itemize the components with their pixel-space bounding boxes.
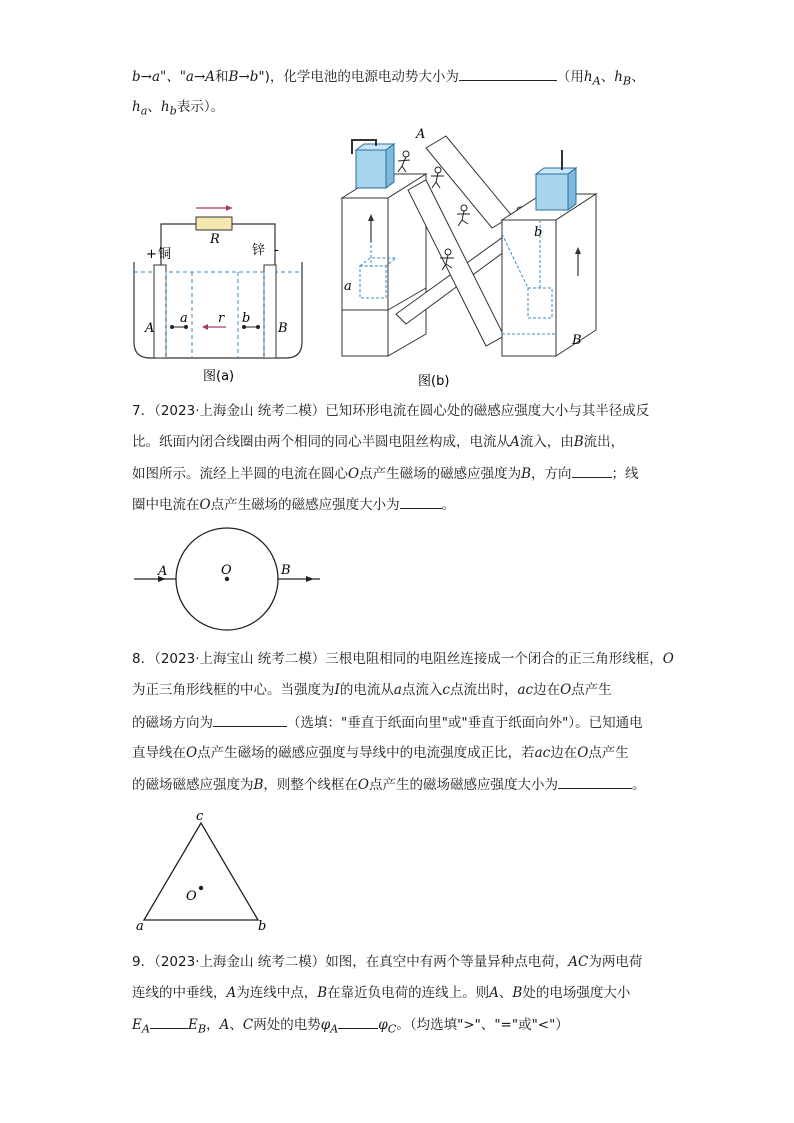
q8-triangle-figure <box>130 808 280 938</box>
caption-fig-b: 图(b) <box>418 374 450 389</box>
label-fig-b-B: B <box>572 333 582 348</box>
label-plus: + <box>146 247 157 262</box>
q6-text-line1: b→a"、"a→A和B→b")，化学电池的电源电动势大小为 （用$h_A$、$h_B$、 <box>132 66 645 92</box>
q6-text-line2: $h_a$、$h_b$表示）。 <box>132 99 225 118</box>
label-a: a <box>136 919 144 934</box>
label-O: O <box>221 563 232 578</box>
q7-text-line3: 如图所示。流经上半圆的电流在圆心O点产生磁场的磁感应强度为B，方向 ；线 <box>132 463 639 484</box>
q9-text-line1: 9．（2023·上海金山 统考二模）如图，在真空中有两个等量异种点电荷，AC为两电荷 <box>132 954 643 970</box>
figure-a-cell-diagram <box>128 200 308 390</box>
label-copper: 铜 <box>158 247 172 262</box>
label-B: B <box>281 563 291 578</box>
answer-blank[interactable] <box>558 774 632 789</box>
label-fig-b-A: A <box>416 127 426 142</box>
answer-blank[interactable] <box>572 463 612 478</box>
q8-text-line5: 的磁场磁感应强度为B，则整个线框在O点产生的磁场磁感应强度大小为 。 <box>132 774 646 795</box>
answer-blank[interactable] <box>213 712 287 727</box>
triangle-frame <box>144 823 258 920</box>
left-water-tank <box>356 150 386 188</box>
q7-circle-figure <box>130 524 330 636</box>
q8-text-line4: 直导线在O点产生磁场的磁感应强度与导线中的电流强度成正比，若ac边在O点产生 <box>132 745 629 761</box>
label-fig-b-a: a <box>344 279 352 294</box>
answer-blank[interactable] <box>400 494 442 509</box>
q7-text-line4: 圈中电流在O点产生磁场的磁感应强度大小为 。 <box>132 494 455 515</box>
label-minus: - <box>274 243 279 258</box>
q7-text-line1: 7．（2023·上海金山 统考二模）已知环形电流在圆心处的磁感应强度大小与其半径成反 <box>132 403 650 419</box>
label-O: O <box>186 889 197 904</box>
label-R: R <box>210 232 220 247</box>
answer-blank[interactable] <box>338 1014 378 1029</box>
right-water-tank <box>536 174 568 210</box>
label-A: A <box>158 564 168 579</box>
label-b: b <box>242 311 251 326</box>
q9-text-line2: 连线的中垂线，A为连线中点，B在靠近负电荷的连线上。则A、B处的电场强度大小 <box>132 985 631 1001</box>
q8-text-line1: 8．（2023·上海宝山 统考二模）三根电阻相同的电阻丝连接成一个闭合的正三角形线框，O <box>132 651 674 667</box>
answer-blank[interactable] <box>150 1014 188 1029</box>
answer-blank[interactable] <box>459 66 557 81</box>
label-B: B <box>278 321 288 336</box>
zinc-electrode <box>264 265 276 358</box>
center-point <box>199 886 203 890</box>
caption-fig-a: 图(a) <box>203 369 235 384</box>
figure-b-analogy-diagram <box>336 124 602 390</box>
label-a: a <box>180 311 188 326</box>
q8-text-line2: 为正三角形线框的中心。当强度为I的电流从a点流入c点流出时，ac边在O点产生 <box>132 682 612 698</box>
label-r: r <box>218 311 225 326</box>
resistor-R <box>196 217 232 230</box>
label-fig-b-b: b <box>534 225 543 240</box>
q7-text-line2: 比。纸面内闭合线圈由两个相同的同心半圆电阻丝构成，电流从A流入，由B流出， <box>132 434 625 450</box>
q9-text-line3: $E_A$ $E_B$，A、C两处的电势$\varphi_A$ $\varphi_C$。（均选填">"、"="或"<"） <box>132 1014 569 1040</box>
left-tower <box>342 198 388 356</box>
label-A: A <box>145 321 155 336</box>
label-zinc: 锌 <box>252 243 266 258</box>
label-b: b <box>258 919 267 934</box>
q8-text-line3: 的磁场方向为 （选填："垂直于纸面向里"或"垂直于纸面向外"）。已知通电 <box>132 712 643 733</box>
label-c: c <box>196 809 204 824</box>
copper-electrode <box>154 265 166 358</box>
